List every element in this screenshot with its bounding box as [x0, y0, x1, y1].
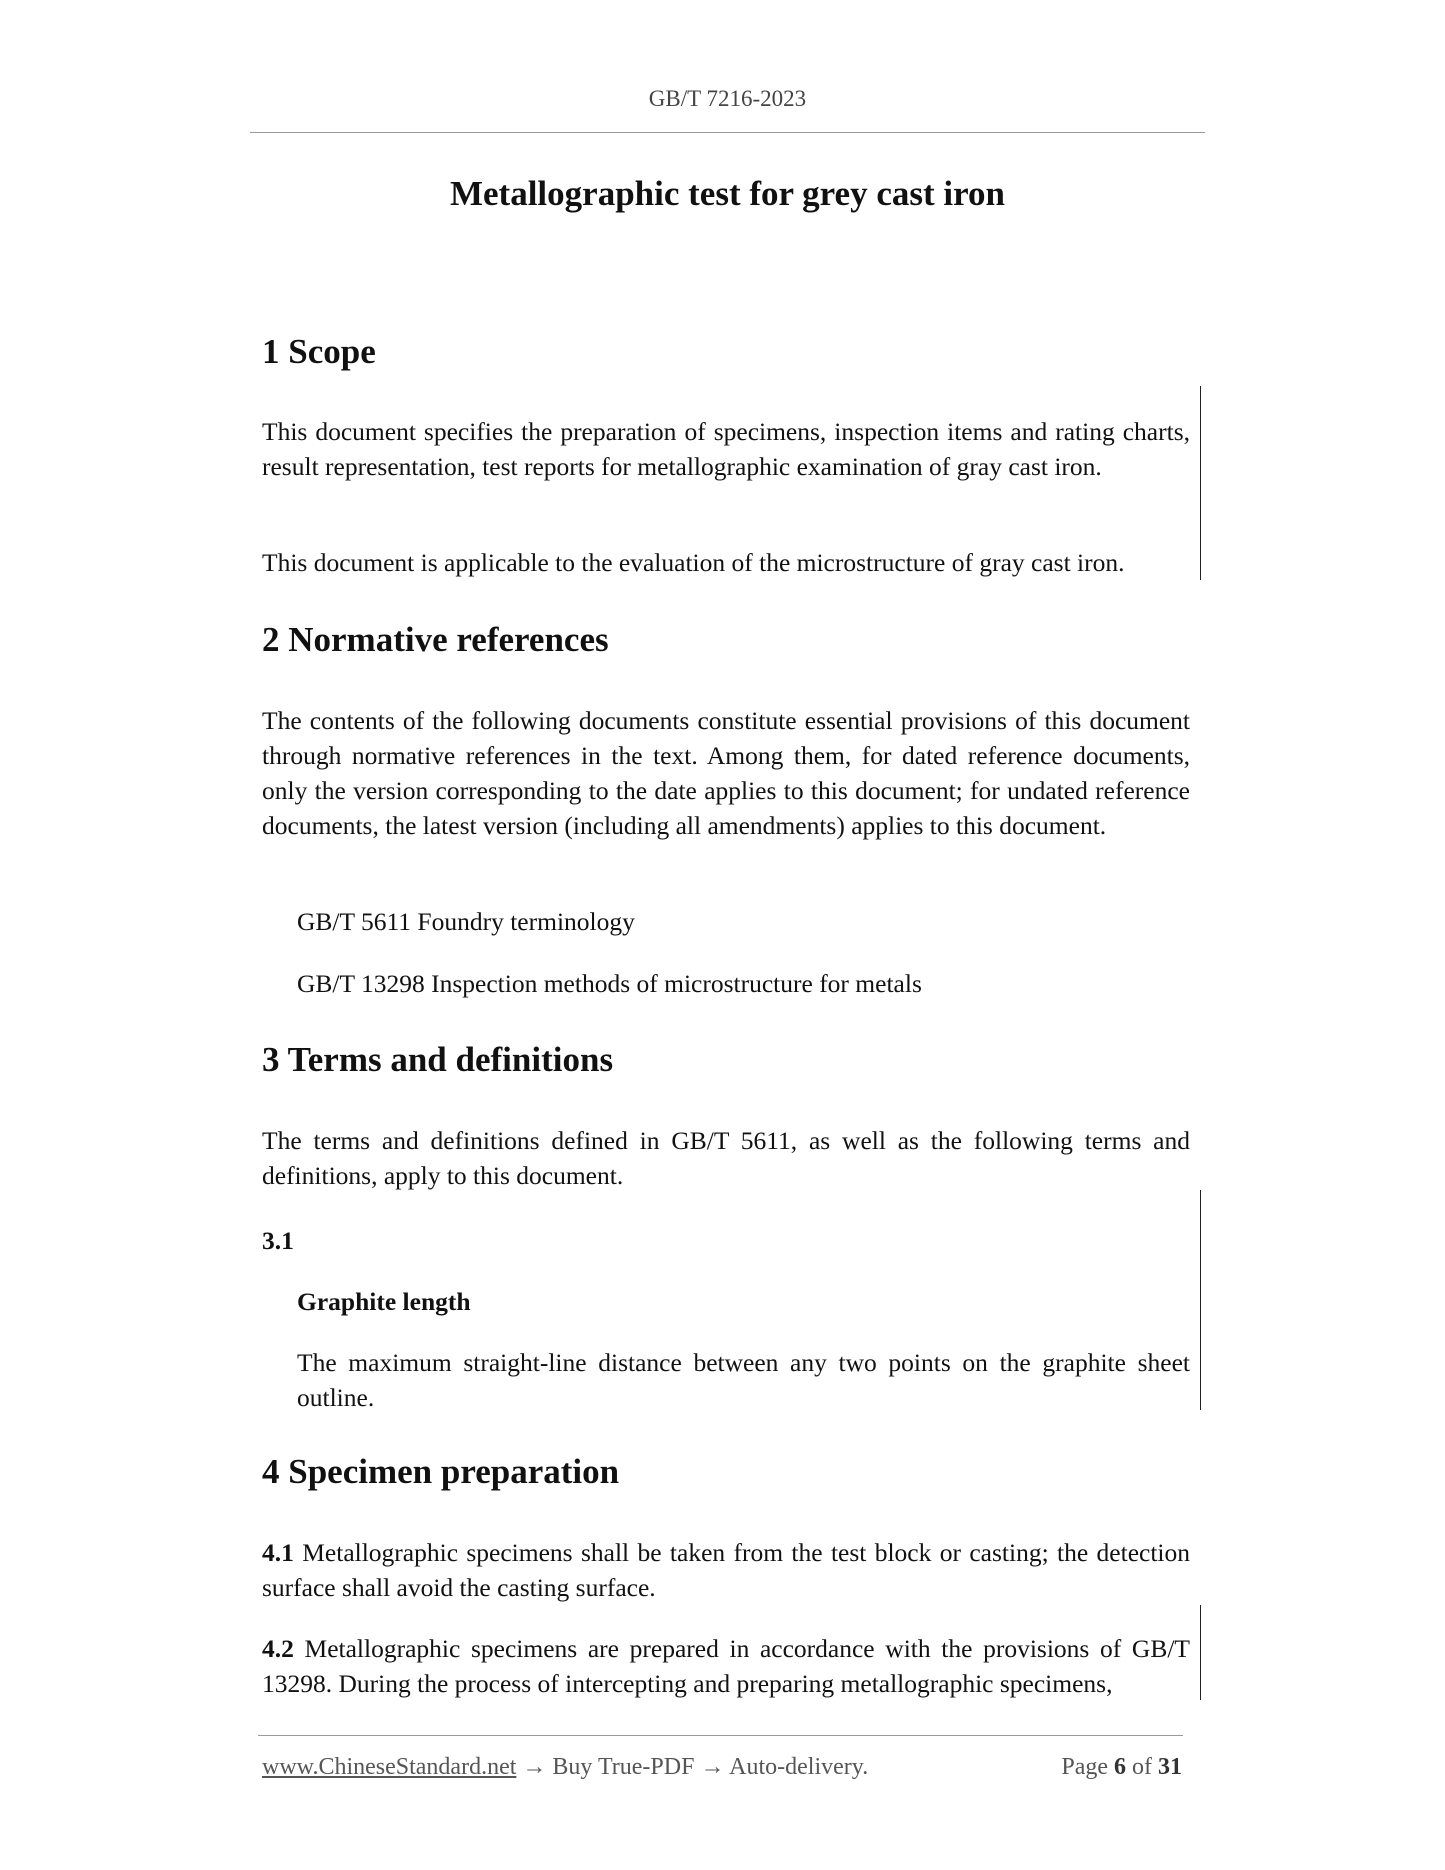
change-bar [1200, 1605, 1201, 1700]
change-bar [1200, 1190, 1201, 1410]
normative-references-paragraph: The contents of the following documents constitute essential provisions of this document through normative references in the text. Among them, for dated reference documents, only the version corresponding to the date applies to this document; for undated reference documents, the latest version (including all amendments) applies to this document. [262, 706, 1190, 840]
page-label: Page [1061, 1754, 1108, 1780]
term-definition: The maximum straight-line distance between any two points on the graphite sheet outline. [297, 1348, 1190, 1412]
change-bar [1200, 386, 1201, 580]
clause-number: 4.1 [262, 1538, 294, 1567]
running-header: GB/T 7216-2023 [648, 86, 807, 111]
footer-divider [258, 1735, 1183, 1736]
arrow-right-icon: → [516, 1754, 553, 1780]
page-number [1061, 1754, 1182, 1781]
scope-paragraph-2: This document is applicable to the evaluation of the microstructure of gray cast iron. [262, 548, 1125, 577]
section-heading-normative-references: 2 Normative references [262, 620, 609, 659]
page-of: of [1132, 1754, 1152, 1780]
clause-text: Metallographic specimens shall be taken from the test block or casting; the detection surface shall avoid the casting surface. [262, 1538, 1190, 1602]
reference-item: GB/T 13298 Inspection methods of microstructure for metals [297, 969, 922, 998]
page-total: 31 [1158, 1754, 1182, 1780]
buy-pdf-text: Buy True-PDF [552, 1754, 695, 1780]
page-current: 6 [1114, 1754, 1126, 1780]
clause-4-2 [262, 1631, 1190, 1701]
arrow-right-icon: → [694, 1754, 730, 1780]
section-heading-terms-definitions: 3 Terms and definitions [262, 1040, 614, 1079]
clause-number: 4.2 [262, 1634, 294, 1663]
page-footer [262, 1754, 1182, 1781]
reference-item: GB/T 5611 Foundry terminology [297, 907, 635, 936]
document-title: Metallographic test for grey cast iron [449, 174, 1005, 213]
term-name: Graphite length [297, 1287, 471, 1316]
scope-paragraph-1: This document specifies the preparation of specimens, inspection items and rating charts, result representation, test reports for metallographic examination of gray cast iron. [262, 417, 1190, 481]
section-heading-specimen-preparation: 4 Specimen preparation [262, 1452, 620, 1491]
clause-text: Metallographic specimens are prepared in accordance with the provisions of GB/T 13298. During the process of intercepting and preparing metallographic specimens, [262, 1634, 1190, 1698]
header-divider [250, 132, 1205, 133]
section-heading-scope: 1 Scope [262, 332, 376, 371]
website-link[interactable]: www.ChineseStandard.net [262, 1754, 517, 1780]
clause-4-1 [262, 1535, 1190, 1605]
auto-delivery-text: Auto-delivery. [729, 1754, 869, 1780]
terms-intro-paragraph: The terms and definitions defined in GB/T 5611, as well as the following terms and definitions, apply to this document. [262, 1126, 1190, 1190]
term-number: 3.1 [262, 1226, 294, 1255]
